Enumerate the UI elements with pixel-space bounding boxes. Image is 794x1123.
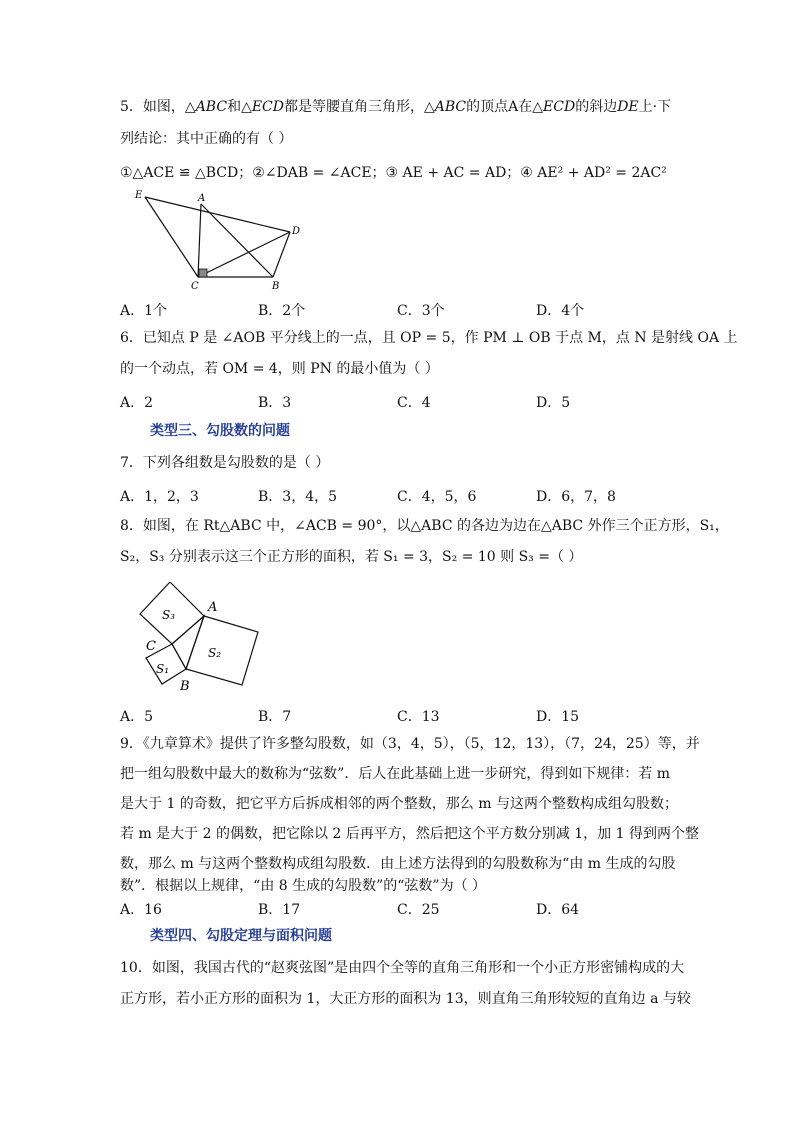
q6-line1: 6．已知点 P 是 ∠AOB 平分线上的一点，且 OP = 5，作 PM ⊥ OB 于点 M，点 N 是射线 OA 上 [120, 330, 738, 346]
q6-option-b[interactable]: B．3 [258, 395, 292, 411]
q8-triangle-abc [172, 616, 204, 669]
q5-label-B: B [272, 281, 280, 292]
q5-option-d[interactable]: D．4个 [536, 303, 585, 319]
q5-label-E: E [135, 190, 143, 201]
q8-label-c: C [146, 639, 156, 654]
q10-line2: 正方形，若小正方形的面积为 1，大正方形的面积为 13，则直角三角形较短的直角边 a 与较 [120, 991, 691, 1007]
q8-label-b: B [180, 679, 190, 694]
q5-label-A: A [198, 193, 206, 204]
q9-line6: 数”．根据以上规律，“由 8 生成的勾股数”的“弦数”为（ ） [120, 878, 487, 894]
q5-seg-ED [145, 197, 290, 232]
q9-line1: 9．《九章算术》提供了许多整勾股数，如（3，4，5），（5，12，13），（7，24，25）等，并 [120, 736, 700, 752]
q9-line3: 是大于 1 的奇数，把它平方后拆成相邻的两个整数，那么 m 与这两个整数构成组勾股数； [120, 796, 678, 812]
q5-seg-EC [145, 197, 198, 277]
q5-right-angle [199, 269, 207, 277]
q8-option-c[interactable]: C．13 [397, 709, 440, 725]
q6-line2: 的一个动点，若 OM = 4，则 PN 的最小值为（ ） [120, 361, 439, 377]
q5-seg-AC [198, 204, 201, 277]
q5-option-a[interactable]: A．1个 [120, 303, 168, 319]
q9-option-c[interactable]: C．25 [397, 902, 440, 918]
q7-option-a[interactable]: A．1，2，3 [120, 489, 199, 505]
q9-line5: 数，那么 m 与这两个整数构成组勾股数．由上述方法得到的勾股数称为“由 m 生成的勾股 [120, 856, 676, 872]
q5-line1: 5．如图，△ABC和△ECD都是等腰直角三角形，△ABC的顶点A在△ECD的斜边DE上·下 [120, 99, 672, 115]
q5-option-c[interactable]: C．3个 [397, 303, 445, 319]
q8-line1: 8．如图，在 Rt△ABC 中，∠ACB = 90°，以△ABC 的各边为边在△ABC 外作三个正方形，S₁， [120, 518, 729, 534]
q9-option-b[interactable]: B．17 [258, 902, 301, 918]
q7-line1: 7．下列各组数是勾股数的是（ ） [120, 455, 330, 471]
q8-label-s2: S₂ [208, 646, 222, 660]
q9-line4: 若 m 是大于 2 的偶数，把它除以 2 后再平方，然后把这个平方数分别减 1，加 1 得到两个整 [120, 826, 699, 842]
q7-option-d[interactable]: D．6，7，8 [536, 489, 616, 505]
q5-option-b[interactable]: B．2个 [258, 303, 306, 319]
q8-option-a[interactable]: A．5 [120, 709, 154, 725]
q7-option-c[interactable]: C．4，5，6 [397, 489, 477, 505]
q8-label-s3: S₃ [162, 608, 176, 622]
q9-option-d[interactable]: D．64 [536, 902, 580, 918]
q7-option-b[interactable]: B．3，4，5 [258, 489, 338, 505]
q5-figure [125, 185, 325, 295]
q5-conclusions: ①△ACE ≌ △BCD；②∠DAB = ∠ACE；③ AE + AC = AD；④ AE² + AD² = 2AC² [120, 165, 667, 181]
section-heading-4: 类型四、勾股定理与面积问题 [150, 928, 332, 944]
q8-figure [128, 582, 268, 697]
q5-seg-CD [198, 232, 290, 277]
q5-line2: 列结论：其中正确的有（ ） [120, 131, 293, 147]
q6-option-c[interactable]: C．4 [397, 395, 431, 411]
q8-square-s2 [186, 616, 258, 685]
q8-line2: S₂，S₃ 分别表示这三个正方形的面积，若 S₁ = 3，S₂ = 10 则 S₃ =（ ） [120, 549, 583, 565]
q5-label-C: C [191, 281, 199, 292]
q8-option-d[interactable]: D．15 [536, 709, 580, 725]
q8-label-s1: S₁ [156, 662, 170, 676]
q5-label-D: D [292, 226, 301, 237]
q8-option-b[interactable]: B．7 [258, 709, 292, 725]
q9-option-a[interactable]: A．16 [120, 902, 162, 918]
q6-option-a[interactable]: A．2 [120, 395, 154, 411]
q6-option-d[interactable]: D．5 [536, 395, 571, 411]
q9-line2: 把一组勾股数中最大的数称为“弦数”．后人在此基础上进一步研究，得到如下规律：若 m [120, 766, 671, 782]
q10-line1: 10．如图，我国古代的“赵爽弦图”是由四个全等的直角三角形和一个小正方形密铺构成的大 [120, 960, 685, 976]
q5-seg-AB [201, 204, 273, 277]
q8-label-a: A [208, 600, 218, 615]
section-heading-3: 类型三、勾股数的问题 [150, 423, 290, 439]
